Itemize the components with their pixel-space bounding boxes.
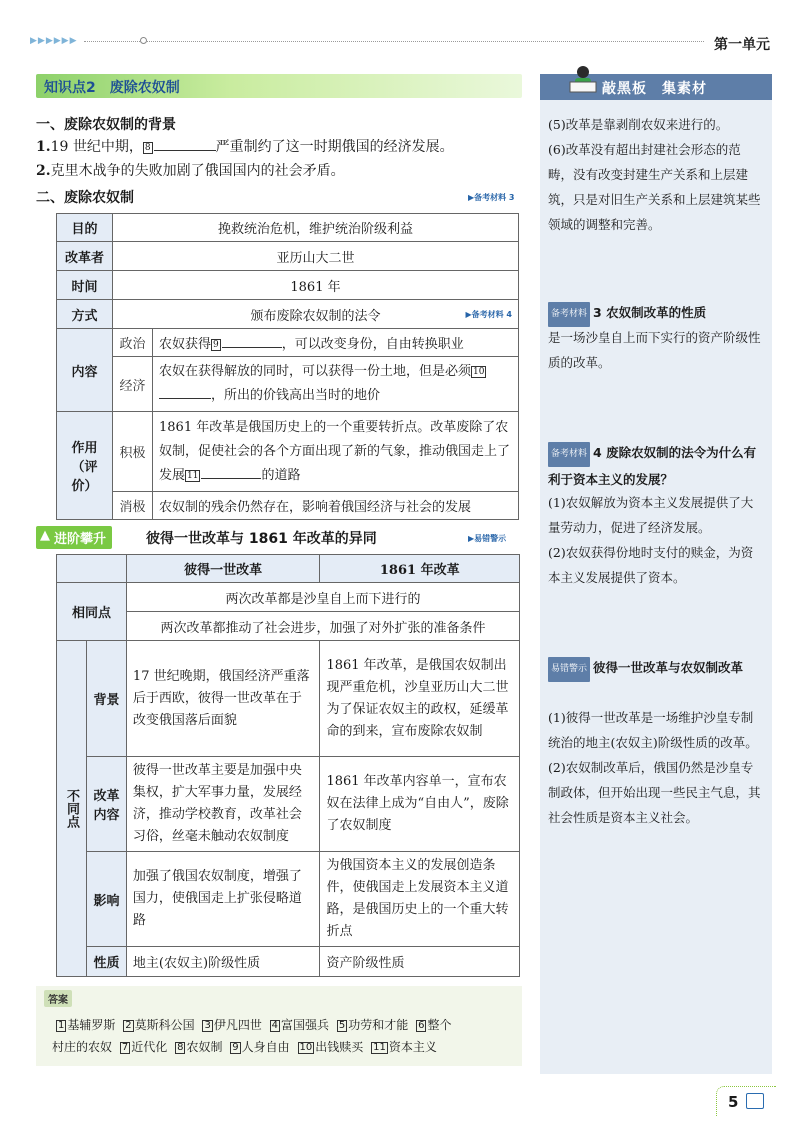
item-number: 2.: [36, 163, 51, 179]
answer-number: 11: [373, 1042, 386, 1053]
side-m4-p2: (2)农奴获得份地时支付的赎金，为资本主义发展提供了资本。: [548, 545, 754, 585]
answer-box: [36, 986, 522, 1066]
positive-prefix: 1861 年改革是俄国历史上的一个重要转折点。改革废除了农奴制，促使社会的各个方面出现了新的气象，推动俄国走上了发展: [159, 419, 511, 483]
answer-text: 功劳和才能: [348, 1018, 409, 1032]
answer-number: 3: [204, 1020, 211, 1031]
side-warn-p2: (2)农奴制改革后，俄国仍然是沙皇专制政体，但开始出现一些民主气息，其社会性质是资本主义社会。: [548, 760, 761, 825]
method-value: 颁布废除农奴制的法令: [250, 308, 381, 324]
sidebar-title: 敲黑板 集素材: [602, 81, 707, 97]
page-number: 5: [728, 1093, 739, 1111]
blank-number: 9: [213, 340, 219, 350]
bg-label: 背景: [86, 641, 126, 757]
ref-material-3[interactable]: ▶备考材料 3: [468, 193, 515, 202]
student-icon: [568, 64, 598, 98]
book-icon: [746, 1093, 764, 1109]
side-p6: (6)改革没有超出封建社会形态的范畴，没有改变封建生产关系和上层建筑，只是对旧生产关系和上层建筑某些领域的调整和完善。: [548, 142, 761, 232]
politics-value: [153, 329, 519, 357]
part1-heading: 一、废除农奴制的背景: [36, 117, 176, 133]
part2-heading: 二、废除农奴制: [36, 190, 134, 206]
answer-number: 6: [418, 1020, 425, 1031]
advance-bar: [36, 525, 522, 549]
time-value: 1861 年: [113, 271, 519, 300]
side-m4-title: 4 废除农奴制的法令为什么有利于资本主义的发展？: [548, 445, 757, 487]
purpose-label: 目的: [57, 214, 113, 242]
side-material-4: [548, 440, 764, 492]
effect-label: [57, 412, 113, 520]
effect-label-sub: （评价）: [71, 460, 98, 494]
header-dot: [140, 37, 147, 44]
header-divider: [84, 41, 704, 42]
section-title-bar: [36, 74, 522, 98]
col-1861: 1861 年改革: [320, 555, 520, 583]
col-peter: 彼得一世改革: [126, 555, 320, 583]
politics-suffix: ，可以改变身份，自由转换职业: [281, 337, 464, 352]
content-1861: 1861 年改革内容单一，宣布农奴在法律上成为“自由人”，废除了农奴制度: [320, 757, 520, 852]
answer-number: 4: [271, 1020, 279, 1031]
politics-prefix: 农奴获得: [159, 337, 212, 352]
economy-value: [153, 357, 519, 412]
positive-value: [153, 412, 519, 492]
answer-number: 10: [299, 1042, 313, 1053]
answer-text: 人身自由: [241, 1040, 290, 1054]
impact-label: 影响: [86, 852, 126, 947]
advance-title: 彼得一世改革与 1861 年改革的异同: [146, 531, 377, 547]
answer-text: 出钱赎买: [315, 1040, 364, 1054]
fill-blank: [154, 139, 216, 151]
ref-warning[interactable]: ▶易错警示: [468, 534, 507, 543]
item-number: 1.: [36, 139, 51, 155]
answer-text: 资本主义: [388, 1040, 437, 1054]
effect-label-text: 作用: [71, 441, 98, 456]
advance-badge-label: 进阶攀升: [54, 532, 107, 547]
same-label: 相同点: [57, 583, 127, 641]
bg-peter: 17 世纪晚期，俄国经济严重落后于西欧，彼得一世改革在于改变俄国落后面貌: [126, 641, 320, 757]
side-tag-warn: 易错警示: [548, 657, 590, 682]
fill-blank: [201, 467, 261, 479]
header-arrows: ▶▶▶▶▶▶: [30, 36, 78, 46]
line1-suffix: 严重制约了这一时期俄国的经济发展。: [215, 139, 454, 155]
part1-line1: [36, 136, 454, 156]
unit-title: 第一单元: [714, 37, 770, 53]
reformer-label: 改革者: [57, 242, 113, 271]
economy-prefix: 农奴在获得解放的同时，可以获得一份土地，但是必须: [159, 364, 472, 379]
content-peter: 彼得一世改革主要是加强中央集权，扩大军事力量，发展经济，推动学校教育，改革社会习俗，丝毫未触动农奴制度: [126, 757, 320, 852]
side-tag-4: 备考材料: [548, 442, 590, 467]
answer-text: 伊凡四世: [213, 1018, 262, 1032]
answer-number: 8: [177, 1042, 184, 1053]
impact-1861: 为俄国资本主义的发展创造条件，使俄国走上发展资本主义道路，是俄国历史上的一个重大转折点: [320, 852, 520, 947]
blank-number: 10: [473, 367, 485, 377]
negative-label: 消极: [113, 492, 153, 520]
line1-prefix: 19 世纪中期，: [50, 139, 143, 155]
advance-badge: [36, 526, 112, 549]
side-m3-title: 3 农奴制改革的性质: [593, 305, 707, 320]
side-warn-title: 彼得一世改革与农奴制改革: [593, 660, 744, 675]
nature-peter: 地主(农奴主)阶级性质: [126, 947, 320, 977]
answer-number: 7: [121, 1042, 129, 1053]
nature-label: 性质: [86, 947, 126, 977]
answer-row-2: [52, 1038, 437, 1055]
answer-text: 基辅罗斯: [67, 1018, 116, 1032]
answer-text: 莫斯科公国: [134, 1018, 195, 1032]
ref-material-4[interactable]: ▶备考材料 4: [465, 310, 512, 319]
mountain-icon: ▲: [40, 528, 50, 543]
section-title: 知识点2 废除农奴制: [44, 80, 180, 96]
economy-suffix: ，所出的价钱高出当时的地价: [211, 388, 381, 403]
answer-number: 1: [58, 1020, 65, 1031]
answer-text: 近代化: [131, 1040, 168, 1054]
economy-label: 经济: [113, 357, 153, 412]
side-warning: [548, 655, 764, 682]
nature-1861: 资产阶级性质: [320, 947, 520, 977]
method-label: 方式: [57, 300, 113, 329]
part1-line2: [36, 160, 345, 180]
impact-peter: 加强了俄国农奴制度，增强了国力，使俄国走上扩张侵略道路: [126, 852, 320, 947]
answer-label: 答案: [44, 990, 72, 1007]
side-tag-3: 备考材料: [548, 302, 590, 327]
content-label: 内容: [57, 329, 113, 412]
side-warn-p1: (1)彼得一世改革是一场维护沙皇专制统治的地主(农奴主)阶级性质的改革。: [548, 710, 758, 750]
time-label: 时间: [57, 271, 113, 300]
side-m4-p1: (1)农奴解放为资本主义发展提供了大量劳动力，促进了经济发展。: [548, 495, 754, 535]
reformer-value: 亚历山大二世: [113, 242, 519, 271]
method-cell: [113, 300, 519, 329]
same-2: 两次改革都推动了社会进步，加强了对外扩张的准备条件: [126, 612, 519, 641]
answer-number: 9: [232, 1042, 239, 1053]
content-label: 改革内容: [86, 757, 126, 852]
positive-suffix: 的道路: [261, 467, 301, 483]
fill-blank: [159, 387, 211, 399]
abolition-table: [56, 213, 519, 520]
side-material-3: [548, 300, 764, 327]
purpose-value: 挽救统治危机，维护统治阶级利益: [113, 214, 519, 242]
answer-text: 农奴制: [186, 1040, 223, 1054]
answer-text: 村庄的农奴: [52, 1040, 113, 1054]
same-1: 两次改革都是沙皇自上而下进行的: [126, 583, 519, 612]
answer-number: 2: [125, 1020, 132, 1031]
positive-label: 积极: [113, 412, 153, 492]
side-m3-text: 是一场沙皇自上而下实行的资产阶级性质的改革。: [548, 330, 761, 370]
side-p5: (5)改革是靠剥削农奴来进行的。: [548, 117, 729, 132]
corner-cell: [57, 555, 127, 583]
negative-value: 农奴制的残余仍然存在，影响着俄国经济与社会的发展: [153, 492, 519, 520]
blank-number: 11: [187, 470, 199, 481]
answer-text: 整个: [427, 1018, 452, 1032]
comparison-table: [56, 554, 520, 977]
answer-text: 富国强兵: [281, 1018, 330, 1032]
blank-number: 8: [144, 143, 151, 153]
politics-label: 政治: [113, 329, 153, 357]
answer-number: 5: [338, 1020, 346, 1031]
bg-1861: 1861 年改革，是俄国农奴制出现严重危机，沙皇亚历山大二世为了保证农奴主的政权，延缓革命的到来，宣布废除农奴制: [320, 641, 520, 757]
fill-blank: [222, 336, 282, 348]
answer-row-1: [52, 1016, 451, 1033]
diff-label: 不同点: [57, 641, 87, 977]
line2-text: 克里木战争的失败加剧了俄国国内的社会矛盾。: [50, 163, 345, 179]
